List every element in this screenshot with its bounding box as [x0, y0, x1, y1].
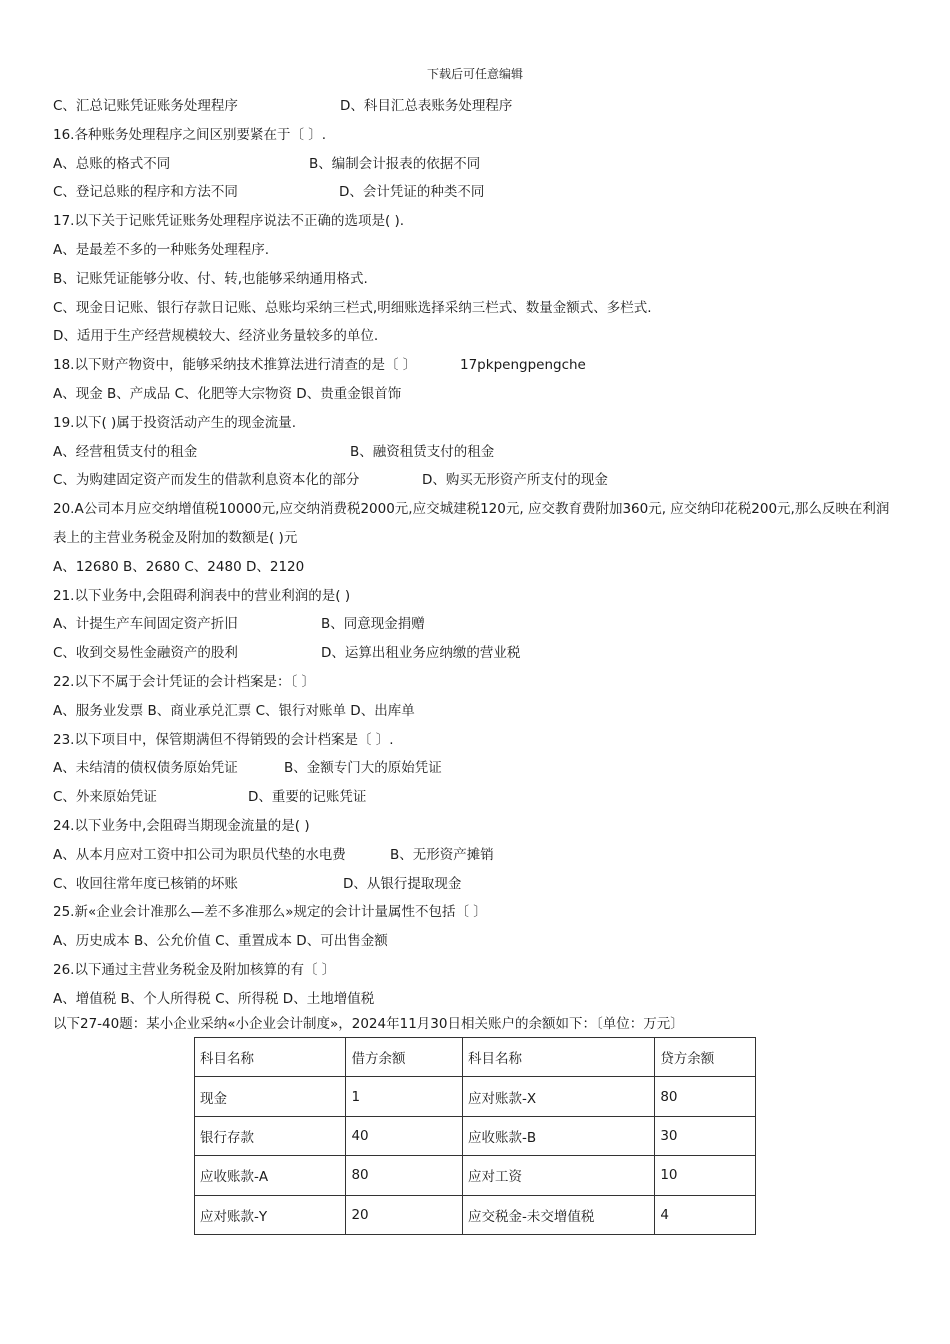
table-cell: 80 — [655, 1077, 756, 1116]
page-header: 下载后可任意编辑 — [426, 67, 523, 81]
text-line — [53, 610, 903, 639]
text-line — [53, 754, 903, 783]
text-segment: C、汇总记账凭证账务处理程序 — [53, 98, 238, 114]
text-segment: D、购买无形资产所支付的现金 — [422, 472, 608, 489]
header-account-name-credit: 科目名称 — [463, 1038, 655, 1077]
text-line — [53, 697, 903, 726]
text-segment: A、增值税 B、个人所得税 C、所得税 D、土地增值税 — [53, 990, 375, 1007]
text-segment: B、同意现金捐赠 — [321, 616, 425, 633]
text-line — [53, 121, 903, 150]
question-list — [53, 92, 903, 1014]
table-cell: 20 — [346, 1195, 463, 1234]
text-line — [53, 898, 903, 927]
table-header-row — [195, 1038, 756, 1077]
text-segment: A、从本月应对工资中扣公司为职员代垫的水电费 — [53, 846, 346, 863]
table-cell: 应对工资 — [463, 1156, 655, 1195]
text-segment: C、现金日记账、银行存款日记账、总账均采纳三栏式,明细账选择采纳三栏式、数量金额式、多栏式. — [53, 299, 652, 316]
table-cell: 10 — [655, 1156, 756, 1195]
text-segment: A、12680 B、2680 C、2480 D、2120 — [53, 558, 305, 575]
text-segment: B、编制会计报表的依据不同 — [309, 155, 481, 172]
text-segment: C、收到交易性金融资产的股利 — [53, 645, 238, 662]
text-segment: C、外来原始凭证 — [53, 789, 157, 806]
text-segment: B、金额专门大的原始凭证 — [284, 760, 442, 777]
table-cell: 应对账款-X — [463, 1077, 655, 1116]
balance-table — [194, 1037, 756, 1235]
table-cell: 4 — [655, 1195, 756, 1234]
table-cell: 应收账款-B — [463, 1116, 655, 1155]
header-debit-balance: 借方余额 — [346, 1038, 463, 1077]
header-account-name-debit: 科目名称 — [195, 1038, 346, 1077]
text-line — [53, 409, 903, 438]
text-segment: 17.以下关于记账凭证账务处理程序说法不正确的选项是( ). — [53, 213, 405, 230]
table-cell: 银行存款 — [195, 1116, 346, 1155]
text-line — [53, 668, 903, 697]
text-segment: 22.以下不属于会计凭证的会计档案是：〔 〕 — [53, 673, 316, 690]
text-line — [53, 265, 903, 294]
text-line — [53, 783, 903, 812]
text-segment: 16.各种账务处理程序之间区别要紧在于〔 〕. — [53, 126, 327, 143]
text-segment: A、总账的格式不同 — [53, 155, 171, 172]
text-segment: A、服务业发票 B、商业承兑汇票 C、银行对账单 D、出库单 — [53, 702, 415, 719]
text-segment: 25.新«企业会计准那么—差不多准那么»规定的会计计量属性不包括〔 〕 — [53, 904, 487, 921]
text-segment: 24.以下业务中,会阻碍当期现金流量的是( ) — [53, 817, 310, 834]
text-line — [53, 582, 903, 611]
text-line — [53, 956, 903, 985]
text-line — [53, 841, 903, 870]
table-cell: 30 — [655, 1116, 756, 1155]
table-cell: 应收账款-A — [195, 1156, 346, 1195]
text-segment: 23.以下项目中，保管期满但不得销毁的会计档案是〔 〕. — [53, 731, 394, 748]
text-segment: D、重要的记账凭证 — [248, 789, 367, 806]
table-row — [195, 1156, 756, 1195]
text-segment: C、登记总账的程序和方法不同 — [53, 184, 238, 201]
text-line — [53, 927, 903, 956]
text-segment: A、未结清的债权债务原始凭证 — [53, 760, 238, 777]
table-row — [195, 1195, 756, 1234]
table-row — [195, 1077, 756, 1116]
text-segment: B、记账凭证能够分收、付、转,也能够采纳通用格式. — [53, 270, 368, 287]
text-segment: A、现金 B、产成品 C、化肥等大宗物资 D、贵重金银首饰 — [53, 385, 402, 402]
text-line — [53, 351, 903, 380]
text-line — [53, 553, 903, 582]
table-cell: 应对账款-Y — [195, 1195, 346, 1234]
text-segment: 26.以下通过主营业务税金及附加核算的有〔 〕 — [53, 961, 336, 978]
text-segment: 19.以下( )属于投资活动产生的现金流量. — [53, 414, 297, 431]
text-segment: B、无形资产摊销 — [390, 846, 494, 863]
table-cell: 80 — [346, 1156, 463, 1195]
table-cell: 1 — [346, 1077, 463, 1116]
text-line — [53, 870, 903, 899]
text-line — [53, 322, 903, 351]
text-line — [53, 236, 903, 265]
header-credit-balance: 贷方余额 — [655, 1038, 756, 1077]
text-line — [53, 92, 903, 121]
text-line — [53, 495, 898, 553]
text-segment: A、经营租赁支付的租金 — [53, 443, 198, 460]
text-segment: D、科目汇总表账务处理程序 — [340, 98, 513, 114]
text-line — [53, 294, 903, 323]
text-line — [53, 812, 903, 841]
text-segment: 17pkpengpengche — [460, 357, 586, 374]
text-line — [53, 150, 903, 179]
text-line — [53, 207, 903, 236]
text-segment: A、历史成本 B、公允价值 C、重置成本 D、可出售金额 — [53, 933, 388, 950]
text-line — [53, 178, 903, 207]
text-segment: A、是最差不多的一种账务处理程序. — [53, 241, 270, 258]
table-row — [195, 1116, 756, 1155]
text-segment: B、融资租赁支付的租金 — [350, 443, 495, 460]
table-cell: 现金 — [195, 1077, 346, 1116]
text-segment: 21.以下业务中,会阻碍利润表中的营业利润的是( ) — [53, 587, 351, 604]
text-line — [53, 985, 903, 1014]
text-segment: C、为购建固定资产而发生的借款利息资本化的部分 — [53, 472, 360, 489]
text-line — [53, 380, 903, 409]
text-line — [53, 466, 903, 495]
text-segment: D、适用于生产经营规模较大、经济业务量较多的单位. — [53, 328, 379, 345]
text-segment: 20.A公司本月应交纳增值税10000元,应交纳消费税2000元,应交城建税120元, 应交教育费附加360元, 应交纳印花税200元,那么反映在利润表上的主营业务税金及附加的数额是( )元 — [53, 501, 890, 546]
text-segment: C、收回往常年度已核销的坏账 — [53, 875, 238, 892]
table-cell: 40 — [346, 1116, 463, 1155]
table-cell: 应交税金-未交增值税 — [463, 1195, 655, 1234]
table-intro: 以下27-40题：某小企业采纳«小企业会计制度»，2024年11月30日相关账户的余额如下：〔单位：万元〕 — [53, 1016, 684, 1032]
text-line — [53, 726, 903, 755]
text-line — [53, 438, 903, 467]
text-segment: D、从银行提取现金 — [343, 875, 462, 892]
text-segment: D、运算出租业务应纳缴的营业税 — [321, 645, 521, 662]
text-line — [53, 639, 903, 668]
text-segment: A、计提生产车间固定资产折旧 — [53, 616, 238, 633]
text-segment: D、会计凭证的种类不同 — [339, 184, 485, 201]
text-segment: 18.以下财产物资中，能够采纳技术推算法进行清查的是〔 〕 — [53, 357, 417, 374]
